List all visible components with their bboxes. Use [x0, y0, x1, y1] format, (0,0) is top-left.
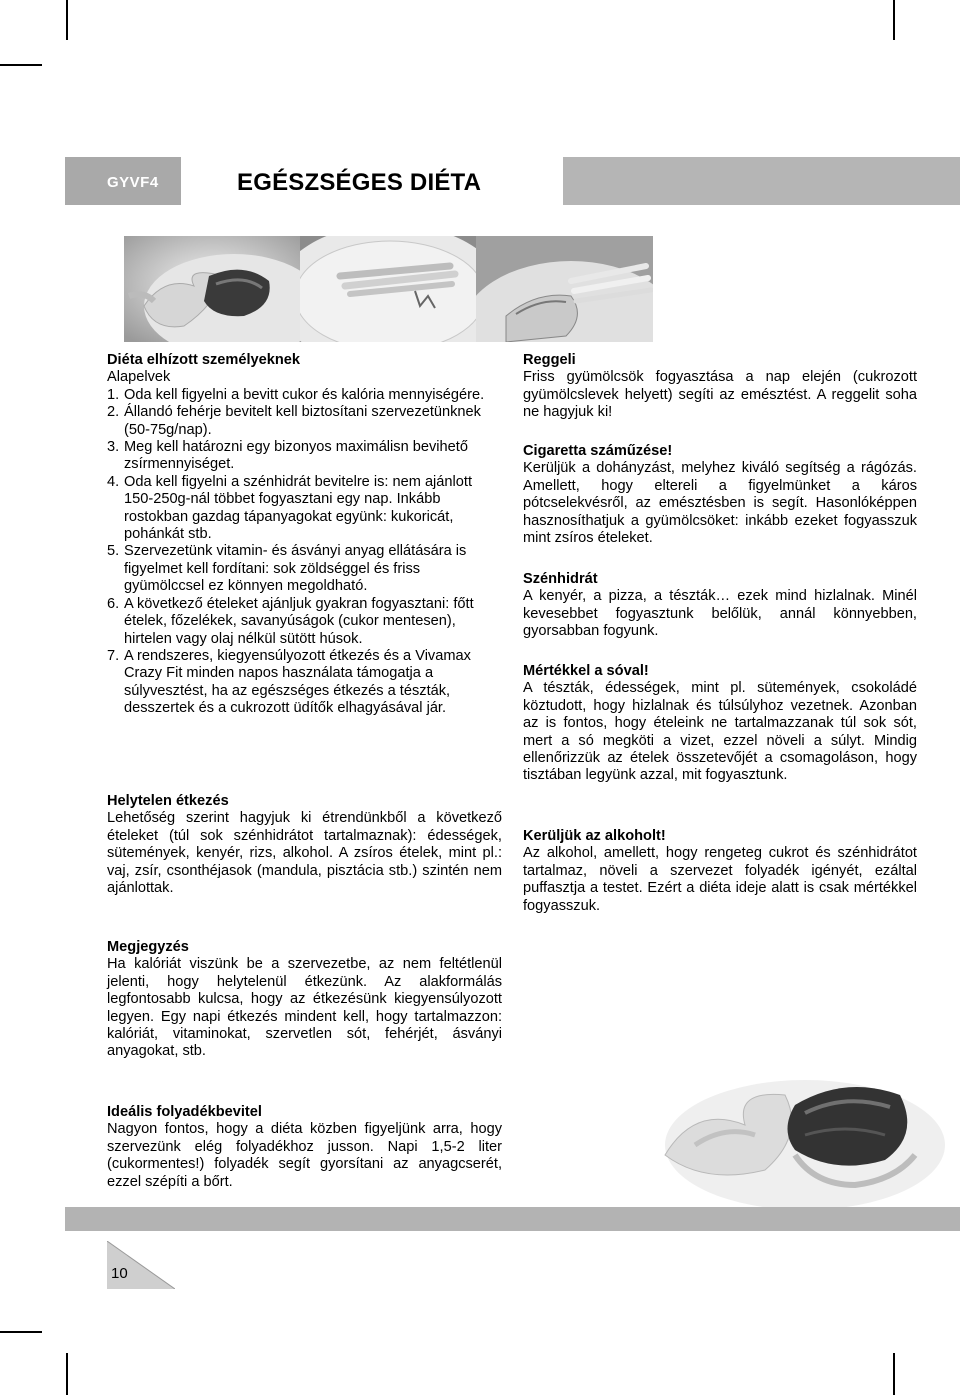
- crop-mark: [893, 1353, 895, 1395]
- crop-mark: [66, 0, 68, 40]
- section-body: Nagyon fontos, hogy a diéta közben figyeljünk arra, hogy szervezünk elég folyadékhoz jusson. Napi 1,5-2 liter (cukormentes!) folyadék segít gyorsítani az anyagcserét, ezzel szépíti a bőrt.: [107, 1121, 502, 1190]
- section-title: Mértékkel a sóval!: [523, 663, 649, 679]
- item-text: A rendszeres, kiegyensúlyozott étkezés és a Vivamax Crazy Fit minden napos használata támogatja a súlyvesztést, ha az egészséges étkezés a tészták, desszertek és a cukrozott üdítők elhagyásával jár.: [124, 647, 471, 717]
- photo-steak: [124, 236, 301, 342]
- section-body: A kenyér, a pizza, a tészták… ezek mind hizlalnak. Minél kevesebbet fogyasztunk belőlük, annál könnyebben, gyorsabban fogyunk.: [523, 588, 917, 640]
- section-body: Ha kalóriát viszünk be a szervezetbe, az nem feltétlenül jelenti, hogy helytelenül étkezünk. Az alakformálás legfontosabb kulcsa, hogy az étkezésünk kiegyensúlyozott legyen. Egy napi étkezés mindent kell, hogy tartalmazzon: kalóriát, vitaminokat, szervetlen sót, fehérjét, ásványi anyagokat, stb.: [107, 956, 502, 1060]
- list-item: [107, 543, 502, 595]
- left-column: [107, 352, 502, 718]
- photo-steak-large: [655, 1035, 945, 1210]
- list-item: [107, 474, 502, 544]
- section-title: Megjegyzés: [107, 939, 189, 955]
- section-wrong-eating: [107, 793, 502, 897]
- section-title: Cigaretta száműzése!: [523, 443, 673, 459]
- item-number: 5.: [107, 543, 120, 560]
- crop-mark: [0, 64, 42, 66]
- list-item: [107, 596, 502, 648]
- item-text: Meg kell határozni egy bizonyos maximálisn bevihető zsírmennyiséget.: [124, 439, 468, 473]
- header-title-box: [181, 157, 563, 205]
- item-number: 6.: [107, 595, 120, 612]
- section-title: Kerüljük az alkoholt!: [523, 828, 666, 844]
- list-item: [107, 439, 502, 474]
- photo-asparagus: [300, 236, 477, 342]
- principles-list: [107, 387, 502, 718]
- item-number: 1.: [107, 386, 120, 403]
- crop-mark: [0, 1331, 42, 1333]
- list-item: [107, 387, 502, 404]
- photo-meat-asparagus: [476, 236, 653, 342]
- list-item: [107, 404, 502, 439]
- item-number: 3.: [107, 439, 120, 456]
- section-title: Diéta elhízott személyeknek: [107, 352, 301, 368]
- item-number: 7.: [107, 647, 120, 664]
- section-body: Friss gyümölcsök fogyasztása a nap elején (cukrozott gyümölcslevek helyett) segíti az emésztést. A reggelit soha ne hagyjuk ki!: [523, 369, 917, 421]
- header-code-box: [65, 157, 181, 205]
- item-text: Állandó fehérje bevitelt kell biztosítani szervezetünknek (50-75g/nap).: [124, 404, 481, 438]
- crop-mark: [66, 1353, 68, 1395]
- section-subtitle: Alapelvek: [107, 369, 171, 386]
- section-fluid-intake: [107, 1104, 502, 1191]
- section-title: Ideális folyadékbevitel: [107, 1104, 262, 1120]
- section-salt: [523, 663, 917, 785]
- section-carbohydrate: [523, 571, 917, 641]
- section-body: Az alkohol, amellett, hogy rengeteg cukrot és szénhidrátot tartalmaz, növeli a szervezet folyadék igényét, ezáltal puffasztja a testet. Ezért a diéta ideje alatt is csak mértékkel fogyasszuk.: [523, 845, 917, 914]
- section-body: Lehetőség szerint hagyjuk ki étrendünkből a következő ételeket (túl sok szénhidrátot tartalmaznak): édességek, sütemények, kenyér, rizs, alkohol. A zsíros ételek, mint pl.: vaj, zsír, csonthéjasok (mandula, pisztácia stb.) szintén nem ajánlottak.: [107, 810, 502, 897]
- item-number: 4.: [107, 473, 120, 490]
- section-title: Reggeli: [523, 352, 576, 368]
- section-title: Szénhidrát: [523, 571, 598, 587]
- section-title: Helytelen étkezés: [107, 793, 229, 809]
- section-body: A tészták, édességek, mint pl. sütemények, csokoládé köztudott, hogy hizlalnak és túlsúlyhoz vezetnek. Azonban az is fontos, hogy ételeink ne tartalmazzanak túl sok sót, mert a só megköti a vizet, ezzel növeli a súlyt. Mindig ellenőrizzük az ételek összetevőjét a csomagoláson, hogy tisztában legyünk azzal, mit fogyasztunk.: [523, 680, 917, 784]
- section-no-smoking: [523, 443, 917, 547]
- section-alcohol: [523, 828, 917, 915]
- item-number: 2.: [107, 404, 120, 421]
- page-title: EGÉSZSÉGES DIÉTA: [237, 169, 482, 196]
- item-text: Szervezetünk vitamin- és ásványi anyag ellátására is figyelmet kell fordítani: sok zöldséggel és friss gyümölccsel ez könnyen megoldható.: [124, 543, 467, 595]
- item-text: Oda kell figyelni a szénhidrát bevitelre is: nem ajánlott 150-250g-nál többet fogyasztani egy nap. Inkább rostokban gazdag tápanyagokat együnk: kukoricát, pohánkát stb.: [124, 473, 472, 543]
- item-text: Oda kell figyelni a bevitt cukor és kalória mennyiségére.: [124, 386, 485, 403]
- item-text: A következő ételeket ajánljuk gyakran fogyasztani: főtt ételek, főzelékek, savanyúságok (cukor mentesen), hirtelen vagy olaj nélkül sütött húsok.: [124, 595, 474, 647]
- list-item: [107, 648, 502, 718]
- footer-bar: [65, 1207, 960, 1231]
- page-number: 10: [111, 1265, 128, 1282]
- section-body: Kerüljük a dohányzást, melyhez kiváló segítség a rágózás. Amellett, hogy eltereli a figyelmünket a káros pótcselekvésről, az emésztésben is segít. Hasonlóképpen hasznosíthatjuk a gyümölcsöket: inkább ezeket fogyasszuk mint zsíros ételeket.: [523, 460, 917, 547]
- crop-mark: [893, 0, 895, 40]
- header-code: GYVF4: [107, 174, 159, 191]
- section-note: [107, 939, 502, 1061]
- section-breakfast: [523, 352, 917, 422]
- header-band: [563, 157, 960, 205]
